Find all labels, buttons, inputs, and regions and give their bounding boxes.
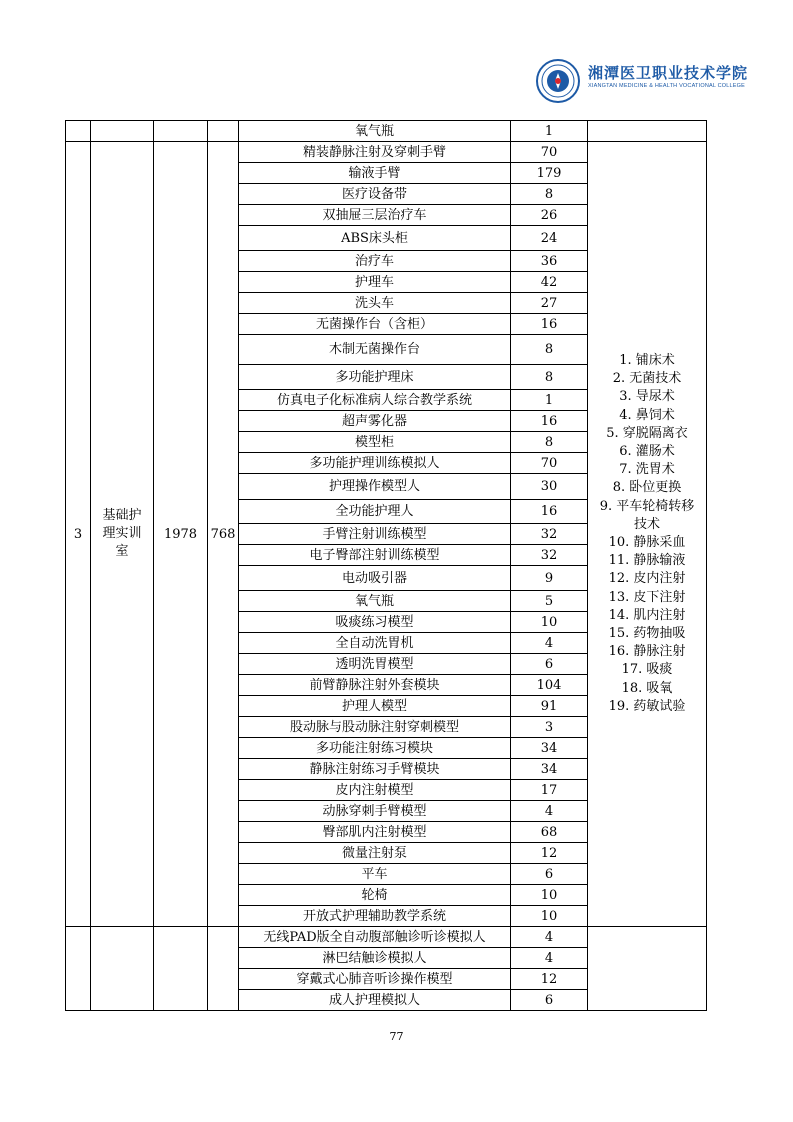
- equipment-name: 护理操作模型人: [239, 474, 511, 500]
- section-name-text: 基础护理实训室: [102, 508, 142, 559]
- section-stations: 768: [208, 142, 239, 927]
- training-project-item: 3. 导尿术: [619, 389, 675, 405]
- equipment-qty: 70: [511, 142, 588, 163]
- equipment-name: 微量注射泵: [239, 843, 511, 864]
- equipment-qty: 6: [511, 864, 588, 885]
- equipment-name: 透明洗胃模型: [239, 654, 511, 675]
- equipment-qty: 70: [511, 453, 588, 474]
- equipment-name: 模型柜: [239, 432, 511, 453]
- training-project-item: 14. 肌内注射: [608, 607, 686, 623]
- training-project-item: 7. 洗胃术: [619, 462, 675, 478]
- equipment-qty: 12: [511, 843, 588, 864]
- equipment-qty: 36: [511, 251, 588, 272]
- equipment-qty: 8: [511, 365, 588, 390]
- equipment-qty: 30: [511, 474, 588, 500]
- training-project-item: 8. 卧位更换: [612, 480, 682, 496]
- equipment-name: 护理人模型: [239, 696, 511, 717]
- cell-empty: [588, 927, 707, 1011]
- equipment-name: 洗头车: [239, 293, 511, 314]
- equipment-qty: 104: [511, 675, 588, 696]
- training-project-item: 2. 无菌技术: [612, 371, 682, 387]
- equipment-name: 动脉穿刺手臂模型: [239, 801, 511, 822]
- training-project-item: 技术: [633, 516, 660, 532]
- equipment-qty: 27: [511, 293, 588, 314]
- equipment-qty: 10: [511, 612, 588, 633]
- equipment-table: [65, 120, 707, 1011]
- cell-empty: [208, 121, 239, 142]
- cell-empty: [588, 121, 707, 142]
- equipment-qty: 34: [511, 738, 588, 759]
- equipment-name: 仿真电子化标准病人综合教学系统: [239, 390, 511, 411]
- equipment-name: 臀部肌内注射模型: [239, 822, 511, 843]
- equipment-qty: 4: [511, 927, 588, 948]
- training-project-item: 10. 静脉采血: [608, 535, 686, 550]
- equipment-name: 无线PAD版全自动腹部触诊听诊模拟人: [239, 927, 511, 948]
- equipment-name: 全自动洗胃机: [239, 633, 511, 654]
- equipment-qty: 9: [511, 566, 588, 591]
- equipment-qty: 1: [511, 121, 588, 142]
- training-project-item: 12. 皮内注射: [608, 571, 686, 587]
- table-row: [66, 121, 707, 142]
- table-row: [66, 927, 707, 948]
- equipment-name: 木制无菌操作台: [239, 335, 511, 365]
- equipment-qty: 32: [511, 524, 588, 545]
- equipment-name: 电动吸引器: [239, 566, 511, 591]
- college-logo: [536, 59, 749, 103]
- equipment-qty: 24: [511, 226, 588, 251]
- equipment-name: 吸痰练习模型: [239, 612, 511, 633]
- equipment-name: 氧气瓶: [239, 121, 511, 142]
- equipment-qty: 26: [511, 205, 588, 226]
- college-name-cn: 湘潭医卫职业技术学院: [588, 64, 749, 82]
- equipment-name: 治疗车: [239, 251, 511, 272]
- equipment-qty: 4: [511, 801, 588, 822]
- equipment-qty: 5: [511, 591, 588, 612]
- section-area: 1978: [154, 142, 208, 927]
- section-number: 3: [66, 142, 91, 927]
- equipment-name: 皮内注射模型: [239, 780, 511, 801]
- training-project-item: 5. 穿脱隔离衣: [606, 425, 688, 441]
- training-projects: [588, 142, 707, 927]
- equipment-qty: 8: [511, 335, 588, 365]
- training-project-item: 19. 药敏试验: [608, 698, 686, 714]
- cell-empty: [154, 121, 208, 142]
- training-project-item: 11. 静脉输液: [608, 553, 686, 569]
- equipment-qty: 16: [511, 411, 588, 432]
- equipment-qty: 10: [511, 885, 588, 906]
- equipment-name: 多功能护理床: [239, 365, 511, 390]
- equipment-name: 超声雾化器: [239, 411, 511, 432]
- equipment-qty: 6: [511, 990, 588, 1011]
- training-project-item: 1. 铺床术: [619, 352, 675, 368]
- table-row: [66, 142, 707, 163]
- equipment-name: 穿戴式心肺音听诊操作模型: [239, 969, 511, 990]
- training-project-item: 16. 静脉注射: [608, 644, 686, 660]
- equipment-qty: 91: [511, 696, 588, 717]
- equipment-name: 全功能护理人: [239, 500, 511, 524]
- cell-empty: [154, 927, 208, 1011]
- equipment-name: 平车: [239, 864, 511, 885]
- equipment-name: 无菌操作台（含柜）: [239, 314, 511, 335]
- equipment-name: 医疗设备带: [239, 184, 511, 205]
- training-project-item: 17. 吸痰: [621, 662, 673, 678]
- training-project-item: 13. 皮下注射: [608, 589, 686, 605]
- training-project-item: 18. 吸氧: [621, 680, 673, 696]
- equipment-qty: 3: [511, 717, 588, 738]
- training-project-item: 4. 鼻饲术: [619, 407, 675, 423]
- equipment-name: 开放式护理辅助教学系统: [239, 906, 511, 927]
- equipment-qty: 16: [511, 314, 588, 335]
- college-emblem-icon: [536, 59, 580, 103]
- equipment-name: 氧气瓶: [239, 591, 511, 612]
- equipment-name: 前臂静脉注射外套模块: [239, 675, 511, 696]
- equipment-name: 电子臀部注射训练模型: [239, 545, 511, 566]
- equipment-qty: 6: [511, 654, 588, 675]
- college-name-en: XIANGTAN MEDICINE & HEALTH VOCATIONAL COLLEGE: [588, 83, 746, 89]
- equipment-name: 多功能注射练习模块: [239, 738, 511, 759]
- equipment-qty: 4: [511, 633, 588, 654]
- equipment-qty: 1: [511, 390, 588, 411]
- equipment-qty: 42: [511, 272, 588, 293]
- equipment-name: 静脉注射练习手臂模块: [239, 759, 511, 780]
- equipment-name: 多功能护理训练模拟人: [239, 453, 511, 474]
- equipment-qty: 32: [511, 545, 588, 566]
- equipment-name: 输液手臂: [239, 163, 511, 184]
- cell-empty: [66, 927, 91, 1011]
- equipment-qty: 34: [511, 759, 588, 780]
- section-name: [91, 142, 154, 927]
- equipment-name: 淋巴结触诊模拟人: [239, 948, 511, 969]
- equipment-qty: 8: [511, 432, 588, 453]
- equipment-qty: 17: [511, 780, 588, 801]
- equipment-qty: 179: [511, 163, 588, 184]
- page-number: 77: [389, 1030, 404, 1043]
- equipment-name: 成人护理模拟人: [239, 990, 511, 1011]
- training-project-item: 9. 平车轮椅转移: [599, 498, 695, 514]
- equipment-qty: 12: [511, 969, 588, 990]
- cell-empty: [91, 121, 154, 142]
- training-project-item: 6. 灌肠术: [619, 443, 675, 459]
- equipment-name: ABS床头柜: [239, 226, 511, 251]
- equipment-name: 双抽屉三层治疗车: [239, 205, 511, 226]
- equipment-qty: 68: [511, 822, 588, 843]
- cell-empty: [208, 927, 239, 1011]
- equipment-name: 轮椅: [239, 885, 511, 906]
- equipment-name: 股动脉与股动脉注射穿刺模型: [239, 717, 511, 738]
- equipment-name: 手臂注射训练模型: [239, 524, 511, 545]
- cell-empty: [66, 121, 91, 142]
- cell-empty: [91, 927, 154, 1011]
- equipment-qty: 4: [511, 948, 588, 969]
- equipment-name: 护理车: [239, 272, 511, 293]
- equipment-qty: 16: [511, 500, 588, 524]
- equipment-name: 精装静脉注射及穿刺手臂: [239, 142, 511, 163]
- equipment-qty: 8: [511, 184, 588, 205]
- equipment-qty: 10: [511, 906, 588, 927]
- training-project-item: 15. 药物抽吸: [608, 626, 686, 642]
